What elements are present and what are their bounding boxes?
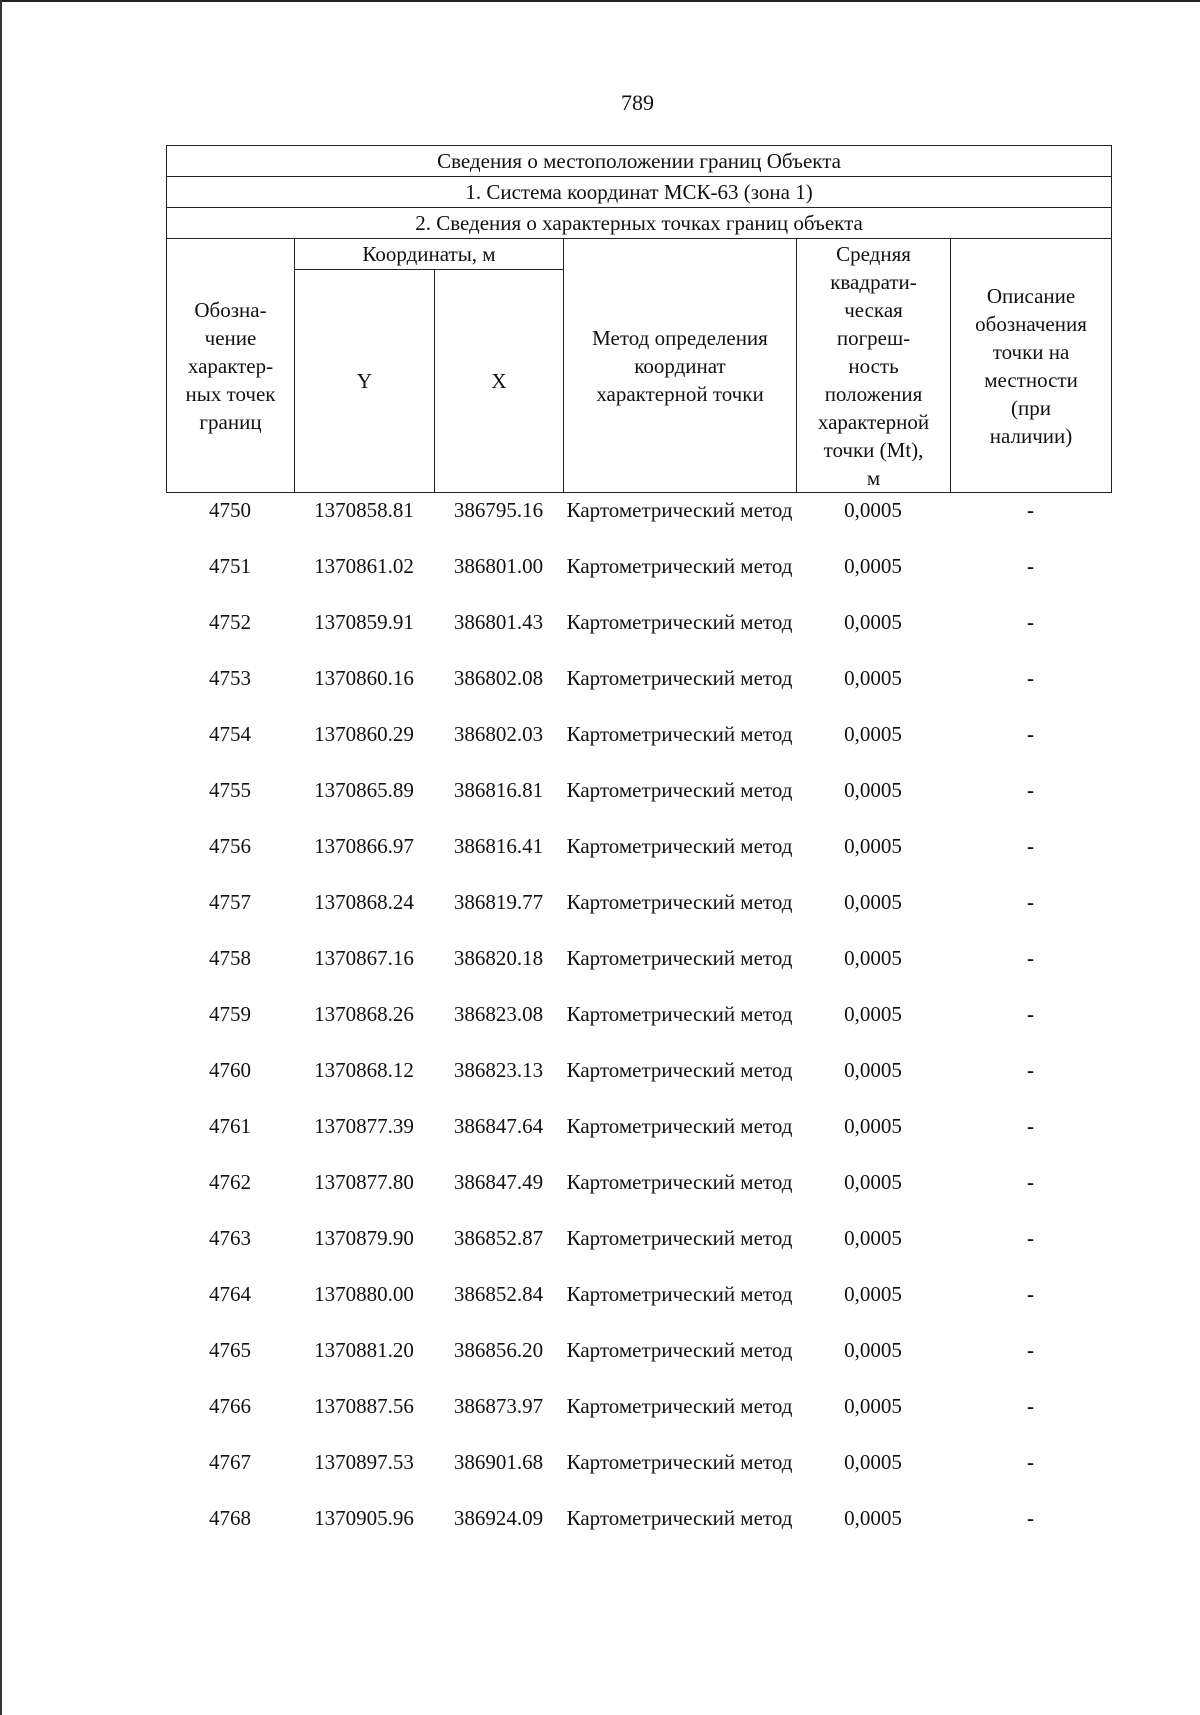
y-coordinate-cell: 1370897.53: [314, 1450, 414, 1474]
y-coordinate-cell: 1370868.26: [314, 1002, 414, 1026]
table-row: [166, 1056, 1111, 1112]
table-row: [166, 552, 1111, 608]
x-coordinate-cell: 386847.64: [453, 1114, 544, 1138]
coordinate-system: 1. Система координат МСК-63 (зона 1): [167, 177, 1112, 208]
method-cell: Картометрический метод: [566, 778, 793, 802]
description-cell: -: [1027, 890, 1034, 914]
point-id-cell: 4751: [209, 554, 251, 578]
table-row: [166, 720, 1111, 776]
method-cell: Картометрический метод: [566, 1058, 793, 1082]
table-row: [166, 496, 1111, 552]
description-header: [951, 239, 1112, 493]
mt-error-cell: 0,0005: [844, 1226, 902, 1250]
mt-error-cell: 0,0005: [844, 1002, 902, 1026]
point-id-cell: 4756: [209, 834, 251, 858]
mt-error-cell: 0,0005: [844, 610, 902, 634]
method-cell: Картометрический метод: [566, 834, 793, 858]
header-line: Описание: [986, 283, 1076, 308]
x-coordinate-cell: 386819.77: [453, 890, 544, 914]
y-coordinate-cell: 1370858.81: [314, 498, 414, 522]
table-row: [166, 608, 1111, 664]
header-line: ческая: [844, 297, 903, 322]
table-row: [166, 944, 1111, 1000]
header-line: м: [866, 465, 881, 490]
header-system-row: [167, 177, 1112, 208]
y-coordinate-cell: 1370867.16: [314, 946, 414, 970]
mt-error-cell: 0,0005: [844, 498, 902, 522]
y-coordinate-cell: 1370865.89: [314, 778, 414, 802]
method-cell: Картометрический метод: [566, 1002, 793, 1026]
mt-error-cell: 0,0005: [844, 1338, 902, 1362]
header-line: Средняя: [836, 241, 911, 266]
point-id-cell: 4765: [209, 1338, 251, 1362]
y-coordinate-cell: 1370887.56: [314, 1394, 414, 1418]
header-line: обозначения: [975, 311, 1087, 336]
description-cell: -: [1027, 946, 1034, 970]
y-header: Y: [295, 270, 435, 493]
x-coordinate-cell: 386852.84: [453, 1282, 544, 1306]
description-cell: -: [1027, 1002, 1034, 1026]
mt-error-cell: 0,0005: [844, 1058, 902, 1082]
header-line: местности: [984, 367, 1078, 392]
header-line: Обозна-: [194, 297, 267, 322]
table-row: [166, 832, 1111, 888]
point-id-cell: 4766: [209, 1394, 251, 1418]
header-title-row: [167, 146, 1112, 177]
table-row: [166, 664, 1111, 720]
point-id-cell: 4761: [209, 1114, 251, 1138]
mt-error-cell: 0,0005: [844, 1114, 902, 1138]
y-coordinate-cell: 1370905.96: [314, 1506, 414, 1530]
header-line: ность: [848, 353, 899, 378]
description-cell: -: [1027, 666, 1034, 690]
y-coordinate-cell: 1370868.12: [314, 1058, 414, 1082]
method-cell: Картометрический метод: [566, 1226, 793, 1250]
designation-header: [167, 239, 295, 493]
header-line: характерной: [817, 409, 930, 434]
point-id-cell: 4767: [209, 1450, 251, 1474]
x-coordinate-cell: 386852.87: [453, 1226, 544, 1250]
mt-error-cell: 0,0005: [844, 1506, 902, 1530]
header-section-row: [167, 208, 1112, 239]
point-id-cell: 4752: [209, 610, 251, 634]
y-coordinate-cell: 1370880.00: [314, 1282, 414, 1306]
point-id-cell: 4755: [209, 778, 251, 802]
method-cell: Картометрический метод: [566, 1170, 793, 1194]
table-row: [166, 1168, 1111, 1224]
header-line: координат: [634, 353, 726, 378]
point-id-cell: 4753: [209, 666, 251, 690]
header-line: ных точек: [185, 381, 276, 406]
mt-error-cell: 0,0005: [844, 946, 902, 970]
method-cell: Картометрический метод: [566, 554, 793, 578]
x-coordinate-cell: 386795.16: [453, 498, 544, 522]
method-cell: Картометрический метод: [566, 666, 793, 690]
x-coordinate-cell: 386856.20: [453, 1338, 544, 1362]
method-cell: Картометрический метод: [566, 946, 793, 970]
point-id-cell: 4754: [209, 722, 251, 746]
description-cell: -: [1027, 554, 1034, 578]
header-line: точки (Mt),: [823, 437, 924, 462]
x-coordinate-cell: 386847.49: [453, 1170, 544, 1194]
header-line: характерной точки: [596, 381, 764, 406]
point-id-cell: 4757: [209, 890, 251, 914]
x-coordinate-cell: 386816.41: [453, 834, 544, 858]
description-cell: -: [1027, 1450, 1034, 1474]
y-coordinate-cell: 1370881.20: [314, 1338, 414, 1362]
method-cell: Картометрический метод: [566, 1114, 793, 1138]
page-number: 789: [621, 90, 654, 115]
scan-border-left: [0, 0, 2, 1715]
x-coordinate-cell: 386873.97: [453, 1394, 544, 1418]
x-coordinate-cell: 386816.81: [453, 778, 544, 802]
point-id-cell: 4763: [209, 1226, 251, 1250]
x-coordinate-cell: 386823.13: [453, 1058, 544, 1082]
mt-error-cell: 0,0005: [844, 890, 902, 914]
table-row: [166, 1280, 1111, 1336]
method-cell: Картометрический метод: [566, 1506, 793, 1530]
points-table-body: [166, 496, 1111, 1560]
description-cell: -: [1027, 778, 1034, 802]
x-coordinate-cell: 386801.43: [453, 610, 544, 634]
description-cell: -: [1027, 834, 1034, 858]
mt-error-cell: 0,0005: [844, 1450, 902, 1474]
method-cell: Картометрический метод: [566, 610, 793, 634]
scan-border-top: [0, 0, 1200, 2]
coordinates-header: Координаты, м: [295, 239, 564, 270]
table-row: [166, 1224, 1111, 1280]
method-cell: Картометрический метод: [566, 498, 793, 522]
header-line: границ: [199, 409, 262, 434]
description-cell: -: [1027, 610, 1034, 634]
header-table: [166, 145, 1112, 493]
mt-error-cell: 0,0005: [844, 1394, 902, 1418]
header-title: Сведения о местоположении границ Объекта: [167, 146, 1112, 177]
column-header-row-1: [167, 239, 1112, 270]
y-coordinate-cell: 1370877.39: [314, 1114, 414, 1138]
description-cell: -: [1027, 1170, 1034, 1194]
table-row: [166, 1336, 1111, 1392]
mt-error-cell: 0,0005: [844, 1170, 902, 1194]
description-cell: -: [1027, 1282, 1034, 1306]
header-line: точки на: [992, 339, 1070, 364]
x-coordinate-cell: 386823.08: [453, 1002, 544, 1026]
x-coordinate-cell: 386924.09: [453, 1506, 544, 1530]
method-cell: Картометрический метод: [566, 1450, 793, 1474]
section-title: 2. Сведения о характерных точках границ объекта: [167, 208, 1112, 239]
points-table: [166, 496, 1111, 1560]
point-id-cell: 4764: [209, 1282, 251, 1306]
method-cell: Картометрический метод: [566, 1338, 793, 1362]
table-row: [166, 776, 1111, 832]
table-row: [166, 1392, 1111, 1448]
table-row: [166, 1448, 1111, 1504]
mt-error-cell: 0,0005: [844, 834, 902, 858]
method-header: [564, 239, 797, 493]
description-cell: -: [1027, 498, 1034, 522]
x-coordinate-cell: 386820.18: [453, 946, 544, 970]
x-coordinate-cell: 386802.03: [453, 722, 544, 746]
x-header: X: [435, 270, 564, 493]
y-coordinate-cell: 1370879.90: [314, 1226, 414, 1250]
header-line: погреш-: [836, 325, 911, 350]
y-coordinate-cell: 1370866.97: [314, 834, 414, 858]
error-header: [797, 239, 951, 493]
description-cell: -: [1027, 722, 1034, 746]
point-id-cell: 4768: [209, 1506, 251, 1530]
method-cell: Картометрический метод: [566, 890, 793, 914]
point-id-cell: 4762: [209, 1170, 251, 1194]
description-cell: -: [1027, 1114, 1034, 1138]
mt-error-cell: 0,0005: [844, 666, 902, 690]
mt-error-cell: 0,0005: [844, 554, 902, 578]
header-line: наличии): [989, 423, 1073, 448]
description-cell: -: [1027, 1226, 1034, 1250]
y-coordinate-cell: 1370859.91: [314, 610, 414, 634]
table-row: [166, 1504, 1111, 1560]
y-coordinate-cell: 1370860.16: [314, 666, 414, 690]
method-cell: Картометрический метод: [566, 1282, 793, 1306]
description-cell: -: [1027, 1394, 1034, 1418]
mt-error-cell: 0,0005: [844, 1282, 902, 1306]
y-coordinate-cell: 1370860.29: [314, 722, 414, 746]
table-row: [166, 888, 1111, 944]
method-cell: Картометрический метод: [566, 722, 793, 746]
header-line: характер-: [187, 353, 274, 378]
point-id-cell: 4750: [209, 498, 251, 522]
method-cell: Картометрический метод: [566, 1394, 793, 1418]
description-cell: -: [1027, 1058, 1034, 1082]
table-row: [166, 1000, 1111, 1056]
header-line: чение: [204, 325, 257, 350]
point-id-cell: 4760: [209, 1058, 251, 1082]
point-id-cell: 4759: [209, 1002, 251, 1026]
header-line: Метод определения: [592, 325, 768, 350]
header-line: квадрати-: [830, 269, 917, 294]
description-cell: -: [1027, 1338, 1034, 1362]
mt-error-cell: 0,0005: [844, 778, 902, 802]
x-coordinate-cell: 386802.08: [453, 666, 544, 690]
point-id-cell: 4758: [209, 946, 251, 970]
description-cell: -: [1027, 1506, 1034, 1530]
y-coordinate-cell: 1370877.80: [314, 1170, 414, 1194]
x-coordinate-cell: 386801.00: [453, 554, 544, 578]
mt-error-cell: 0,0005: [844, 722, 902, 746]
header-line: (при: [1011, 395, 1052, 420]
header-line: положения: [824, 381, 923, 406]
y-coordinate-cell: 1370861.02: [314, 554, 414, 578]
table-row: [166, 1112, 1111, 1168]
x-coordinate-cell: 386901.68: [453, 1450, 544, 1474]
y-coordinate-cell: 1370868.24: [314, 890, 414, 914]
